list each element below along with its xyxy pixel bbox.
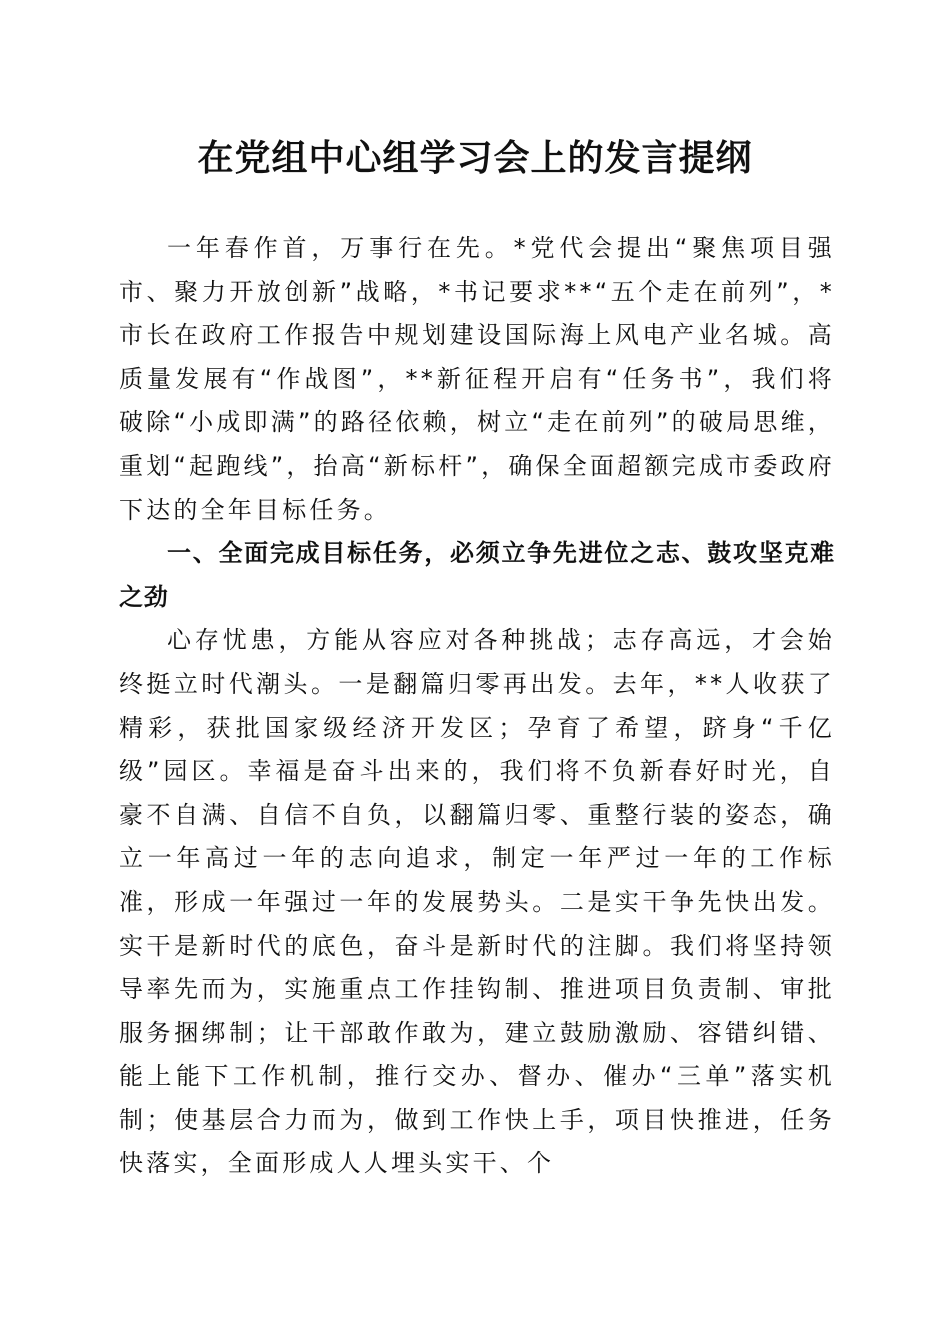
section-heading: 一、全面完成目标任务，必须立争先进位之志、鼓攻坚克难之劲	[119, 539, 835, 611]
intro-paragraph: 一年春作首，万事行在先。*党代会提出“聚焦项目强市、聚力开放创新”战略，*书记要求**“五个走在前列”，*市长在政府工作报告中规划建设国际海上风电产业名城。高质量发展有“作战图”，**新征程开启有“任务书”，我们将破除“小成即满”的路径依赖，树立“走在前列”的破局思维，重划“起跑线”，抬高“新标杆”，确保全面超额完成市委政府下达的全年目标任务。	[119, 234, 835, 524]
section-paragraph: 心存忧患，方能从容应对各种挑战；志存高远，才会始终挺立时代潮头。一是翻篇归零再出发。去年，**人收获了精彩，获批国家级经济开发区；孕育了希望，跻身“千亿级”园区。幸福是奋斗出来的，我们将不负新春好时光，自豪不自满、自信不自负，以翻篇归零、重整行装的姿态，确立一年高过一年的志向追求，制定一年严过一年的工作标准，形成一年强过一年的发展势头。二是实干争先快出发。实干是新时代的底色，奋斗是新时代的注脚。我们将坚持领导率先而为，实施重点工作挂钩制、推进项目负责制、审批服务捆绑制；让干部敢作敢为，建立鼓励激励、容错纠错、能上能下工作机制，推行交办、督办、催办“三单”落实机制；使基层合力而为，做到工作快上手，项目快推进，任务快落实，全面形成人人埋头实干、个	[119, 626, 835, 1178]
document-title: 在党组中心组学习会上的发言提纲	[197, 137, 753, 179]
document-body	[119, 227, 835, 1186]
